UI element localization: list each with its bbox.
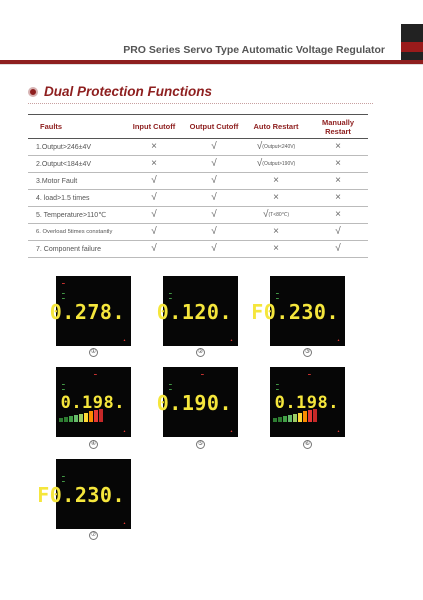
panel-number-label: ② <box>197 349 204 355</box>
panel-number-label: ③ <box>304 349 311 355</box>
level-segment <box>79 414 83 422</box>
alarm-indicator-light: ▬ <box>94 372 97 376</box>
lcd-display-panel <box>270 367 345 437</box>
status-mark: × <box>335 141 341 152</box>
input-cutoff-cell <box>124 139 184 156</box>
brand-logo-icon: ▲ <box>229 429 233 433</box>
voltage-readout: 0.278. <box>49 300 125 324</box>
status-indicator-light: ▬ <box>169 291 172 295</box>
status-mark: √ <box>211 141 217 152</box>
header-underline <box>0 64 423 65</box>
col-header-output-cutoff: Output Cutoff <box>184 115 244 139</box>
status-indicator-light: ▬ <box>62 296 65 300</box>
alarm-indicator-light: ▬ <box>62 281 65 285</box>
voltage-readout: 0.198. <box>274 393 339 413</box>
brand-logo-icon: ▲ <box>122 521 126 525</box>
level-segment <box>288 415 292 422</box>
lcd-display-panel <box>56 367 131 437</box>
level-segment <box>293 414 297 422</box>
section-title: Dual Protection Functions <box>44 84 213 99</box>
status-mark: √ <box>335 226 341 237</box>
col-header-auto-restart: Auto Restart <box>244 115 308 139</box>
level-segment <box>298 413 302 423</box>
status-mark: √ <box>151 226 157 237</box>
auto-restart-cell <box>244 224 308 241</box>
level-segment <box>273 418 277 422</box>
auto-restart-cell <box>244 139 308 156</box>
auto-restart-cell <box>244 241 308 258</box>
table-row <box>28 173 368 190</box>
lcd-display-panel <box>156 276 238 346</box>
auto-restart-cell <box>244 207 308 224</box>
status-mark: × <box>273 175 279 186</box>
bullet-circle-icon <box>28 87 38 97</box>
manual-restart-cell <box>308 173 368 190</box>
restart-condition-note: (T<80℃) <box>268 212 289 218</box>
status-mark: × <box>151 141 157 152</box>
status-mark: √ <box>151 243 157 254</box>
status-mark: √ <box>335 243 341 254</box>
input-cutoff-cell <box>124 173 184 190</box>
manual-restart-cell <box>308 241 368 258</box>
section-heading <box>28 84 212 99</box>
auto-restart-cell <box>244 156 308 173</box>
status-indicator-light: ▬ <box>276 296 279 300</box>
voltage-readout: 0.190. <box>156 391 232 415</box>
output-cutoff-cell <box>184 139 244 156</box>
brand-logo-icon: ▲ <box>336 429 340 433</box>
lcd-display-panel <box>37 459 131 529</box>
fault-protection-table <box>28 114 368 258</box>
fault-name-cell: 2.Output<184±4V <box>28 156 124 173</box>
status-indicator-light: ▬ <box>276 382 279 386</box>
status-indicator-light: ▬ <box>62 387 65 391</box>
output-cutoff-cell <box>184 173 244 190</box>
fault-name-cell: 3.Motor Fault <box>28 173 124 190</box>
status-indicator-light: ▬ <box>169 296 172 300</box>
input-cutoff-cell <box>124 224 184 241</box>
voltage-readout: 0.198. <box>60 393 125 413</box>
status-mark: × <box>335 192 341 203</box>
table-row <box>28 224 368 241</box>
brand-logo-icon: ▲ <box>336 338 340 342</box>
level-segment <box>69 416 73 422</box>
table-row <box>28 190 368 207</box>
panel-number-label: ⑦ <box>90 532 97 538</box>
lcd-display-panel <box>49 276 131 346</box>
panel-number-label: ④ <box>90 441 97 447</box>
auto-restart-cell <box>244 190 308 207</box>
restart-condition-note: (Output>190V) <box>262 161 296 167</box>
status-mark: √ <box>211 209 217 220</box>
status-indicator-light: ▬ <box>169 382 172 386</box>
status-indicator-light: ▬ <box>62 479 65 483</box>
output-cutoff-cell <box>184 224 244 241</box>
output-cutoff-cell <box>184 190 244 207</box>
level-segment <box>74 415 78 422</box>
alarm-indicator-light: ▬ <box>308 372 311 376</box>
auto-restart-cell <box>244 173 308 190</box>
fault-name-cell: 6. Overload 5times constantly <box>28 224 124 241</box>
corner-stripe <box>401 42 423 52</box>
voltage-readout: 0.120. <box>156 300 232 324</box>
status-mark: √ <box>211 175 217 186</box>
status-mark: √ <box>211 226 217 237</box>
status-mark: √ <box>151 192 157 203</box>
status-indicator-light: ▬ <box>62 474 65 478</box>
status-mark: √ <box>211 158 217 169</box>
status-indicator-light: ▬ <box>62 382 65 386</box>
manual-restart-cell <box>308 224 368 241</box>
input-cutoff-cell <box>124 156 184 173</box>
col-header-faults: Faults <box>28 115 124 139</box>
status-mark: √ <box>263 209 269 220</box>
brand-logo-icon: ▲ <box>122 338 126 342</box>
panel-number-label: ⑥ <box>304 441 311 447</box>
level-segment <box>59 418 63 422</box>
input-cutoff-cell <box>124 207 184 224</box>
lcd-display-panel <box>251 276 345 346</box>
brand-logo-icon: ▲ <box>122 429 126 433</box>
status-mark: × <box>273 226 279 237</box>
manual-restart-cell <box>308 139 368 156</box>
fault-name-cell: 1.Output>246±4V <box>28 139 124 156</box>
fault-name-cell: 7. Component failure <box>28 241 124 258</box>
voltage-readout: F0.230. <box>251 300 339 324</box>
level-segment <box>283 416 287 422</box>
status-mark: √ <box>211 192 217 203</box>
output-cutoff-cell <box>184 241 244 258</box>
output-cutoff-cell <box>184 156 244 173</box>
section-divider <box>28 103 373 104</box>
status-indicator-light: ▬ <box>169 387 172 391</box>
document-title: PRO Series Servo Type Automatic Voltage Regulator <box>123 44 385 56</box>
status-mark: √ <box>151 175 157 186</box>
level-segment <box>278 417 282 422</box>
fault-name-cell: 4. load>1.5 times <box>28 190 124 207</box>
level-segment <box>84 413 88 423</box>
table-row <box>28 207 368 224</box>
lcd-display-panel <box>156 367 238 437</box>
input-cutoff-cell <box>124 190 184 207</box>
status-mark: × <box>335 158 341 169</box>
level-segment <box>64 417 68 422</box>
manual-restart-cell <box>308 207 368 224</box>
status-mark: × <box>335 209 341 220</box>
status-indicator-light: ▬ <box>276 291 279 295</box>
table-row <box>28 156 368 173</box>
brand-logo-icon: ▲ <box>229 338 233 342</box>
alarm-indicator-light: ▬ <box>201 372 204 376</box>
table-header-row <box>28 115 368 139</box>
table-row <box>28 139 368 156</box>
voltage-readout: F0.230. <box>37 483 125 507</box>
panel-number-label: ⑤ <box>197 441 204 447</box>
panel-number-label: ① <box>90 349 97 355</box>
manual-restart-cell <box>308 190 368 207</box>
status-mark: × <box>273 243 279 254</box>
fault-name-cell: 5. Temperature>110℃ <box>28 207 124 224</box>
input-cutoff-cell <box>124 241 184 258</box>
status-mark: × <box>335 175 341 186</box>
manual-restart-cell <box>308 156 368 173</box>
col-header-manual-restart: Manually Restart <box>308 115 368 139</box>
status-indicator-light: ▬ <box>276 387 279 391</box>
status-mark: × <box>273 192 279 203</box>
output-cutoff-cell <box>184 207 244 224</box>
status-indicator-light: ▬ <box>62 291 65 295</box>
col-header-input-cutoff: Input Cutoff <box>124 115 184 139</box>
status-mark: √ <box>256 141 263 152</box>
status-mark: √ <box>151 209 157 220</box>
restart-condition-note: (Output<240V) <box>262 144 296 150</box>
status-mark: √ <box>211 243 217 254</box>
table-row <box>28 241 368 258</box>
status-mark: √ <box>256 158 263 169</box>
status-mark: × <box>151 158 157 169</box>
